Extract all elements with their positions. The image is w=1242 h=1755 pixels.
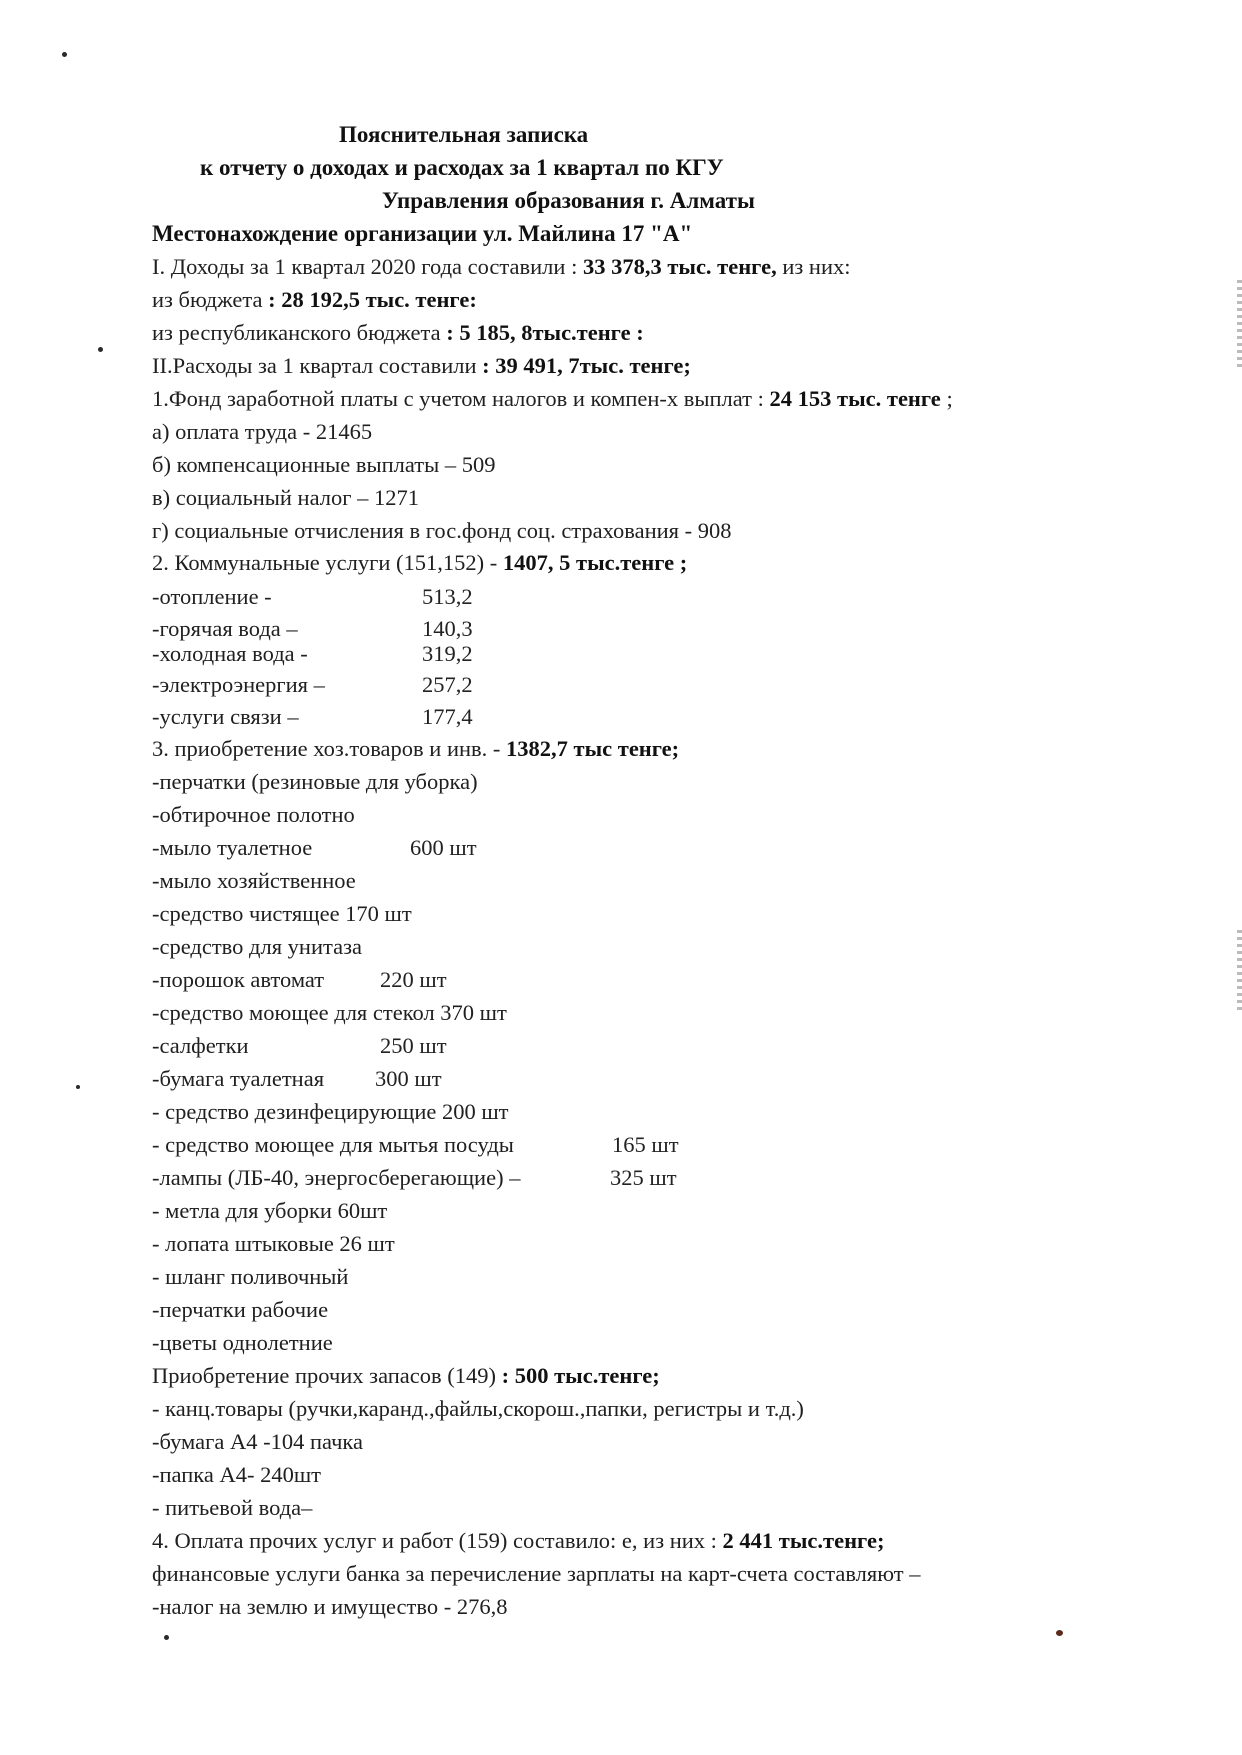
household-item-qty: 250 шт	[380, 1033, 447, 1058]
household-item-qty: 220 шт	[380, 967, 447, 992]
household-item: -перчатки (резиновые для уборка)	[152, 769, 478, 794]
household-item-qty: 325 шт	[610, 1165, 677, 1190]
income-label: I. Доходы за 1 квартал 2020 года составили :	[152, 254, 578, 279]
household-item-qty: 165 шт	[612, 1132, 679, 1157]
household-item: - метла для уборки 60шт	[152, 1198, 388, 1223]
utility-item-name: -холодная вода -	[152, 641, 308, 666]
budget-amount: : 28 192,5 тыс. тенге:	[268, 287, 477, 312]
utility-item-name: -электроэнергия –	[152, 672, 325, 697]
expenses-amount: : 39 491, 7тыс. тенге;	[482, 353, 691, 378]
household-amount: 1382,7 тыс тенге;	[506, 736, 680, 761]
payroll-item: а) оплата труда - 21465	[152, 419, 373, 444]
budget-line	[152, 287, 477, 313]
other-stock-amount: : 500 тыс.тенге;	[501, 1363, 660, 1388]
household-label: 3. приобретение хоз.товаров и инв. -	[152, 736, 507, 761]
household-item: - средство дезинфецирующие 200 шт	[152, 1099, 509, 1124]
utility-item-value: 319,2	[422, 641, 473, 666]
payroll-item: в) социальный налог – 1271	[152, 485, 419, 510]
expenses-label: II.Расходы за 1 квартал составили	[152, 353, 483, 378]
household-item-qty: 300 шт	[375, 1066, 442, 1091]
household-item: -порошок автомат	[152, 967, 325, 992]
payroll-label: 1.Фонд заработной платы с учетом налогов и компен-х выплат :	[152, 386, 770, 411]
utility-item-name: -горячая вода –	[152, 616, 298, 641]
services-label: 4. Оплата прочих услуг и работ (159) составило: е, из них :	[152, 1528, 723, 1553]
utilities-label: 2. Коммунальные услуги (151,152) -	[152, 550, 503, 575]
republic-line	[152, 320, 644, 346]
doc-subtitle: к отчету о доходах и расходах за 1 квартал по КГУ	[200, 155, 724, 180]
services-line	[152, 1528, 884, 1554]
income-line	[152, 254, 851, 280]
utility-item-value: 140,3	[422, 616, 473, 641]
household-item-qty: 600 шт	[410, 835, 477, 860]
household-item: -цветы однолетние	[152, 1330, 333, 1355]
scan-speck	[164, 1635, 169, 1640]
household-line	[152, 736, 679, 762]
services-item: финансовые услуги банка за перечисление зарплаты на карт-счета составляют –	[152, 1561, 921, 1586]
household-item: - лопата штыковые 26 шт	[152, 1231, 395, 1256]
republic-amount: : 5 185, 8тыс.тенге :	[446, 320, 644, 345]
utility-item-name: -услуги связи –	[152, 704, 299, 729]
utilities-line	[152, 550, 687, 576]
doc-location: Местонахождение организации ул. Майлина 17 "А"	[152, 221, 693, 246]
household-item: -перчатки рабочие	[152, 1297, 329, 1322]
services-amount: 2 441 тыс.тенге;	[722, 1528, 885, 1553]
utility-item-value: 513,2	[422, 584, 473, 609]
household-item: - средство моющее для мытья посуды	[152, 1132, 514, 1157]
services-item: -налог на землю и имущество - 276,8	[152, 1594, 508, 1619]
payroll-line	[152, 386, 953, 412]
scan-speck	[1056, 1630, 1063, 1636]
doc-organization: Управления образования г. Алматы	[382, 188, 755, 213]
other-stock-item: -папка А4- 240шт	[152, 1462, 321, 1487]
household-item: -лампы (ЛБ-40, энергосберегающие) –	[152, 1165, 521, 1190]
payroll-tail: ;	[940, 386, 953, 411]
scan-speck	[98, 347, 103, 352]
republic-label: из республиканского бюджета	[152, 320, 447, 345]
household-item: -средство чистящее 170 шт	[152, 901, 412, 926]
household-item: -салфетки	[152, 1033, 249, 1058]
doc-title: Пояснительная записка	[339, 122, 589, 147]
other-stock-line	[152, 1363, 660, 1389]
income-amount: 33 378,3 тыс. тенге,	[577, 254, 777, 279]
expenses-line	[152, 353, 691, 379]
budget-label: из бюджета	[152, 287, 269, 312]
scan-edge-mark	[1237, 280, 1242, 370]
scan-speck	[62, 52, 67, 57]
household-item: - шланг поливочный	[152, 1264, 349, 1289]
income-tail: из них:	[776, 254, 851, 279]
other-stock-item: -бумага А4 -104 пачка	[152, 1429, 363, 1454]
household-item: -средство моющее для стекол 370 шт	[152, 1000, 507, 1025]
payroll-item: б) компенсационные выплаты – 509	[152, 452, 496, 477]
payroll-item: г) социальные отчисления в гос.фонд соц. страхования - 908	[152, 518, 732, 543]
household-item: -обтирочное полотно	[152, 802, 355, 827]
other-stock-item: - канц.товары (ручки,каранд.,файлы,скорош.,папки, регистры и т.д.)	[152, 1396, 804, 1421]
utility-item-value: 177,4	[422, 704, 473, 729]
scan-speck	[76, 1085, 80, 1089]
utilities-amount: 1407, 5 тыс.тенге ;	[502, 550, 688, 575]
household-item: -мыло туалетное	[152, 835, 313, 860]
other-stock-label: Приобретение прочих запасов (149)	[152, 1363, 502, 1388]
scan-edge-mark	[1237, 930, 1242, 1010]
utility-item-name: -отопление -	[152, 584, 272, 609]
household-item: -мыло хозяйственное	[152, 868, 356, 893]
utility-item-value: 257,2	[422, 672, 473, 697]
household-item: -бумага туалетная	[152, 1066, 325, 1091]
other-stock-item: - питьевой вода–	[152, 1495, 313, 1520]
household-item: -средство для унитаза	[152, 934, 362, 959]
payroll-amount: 24 153 тыс. тенге	[769, 386, 941, 411]
